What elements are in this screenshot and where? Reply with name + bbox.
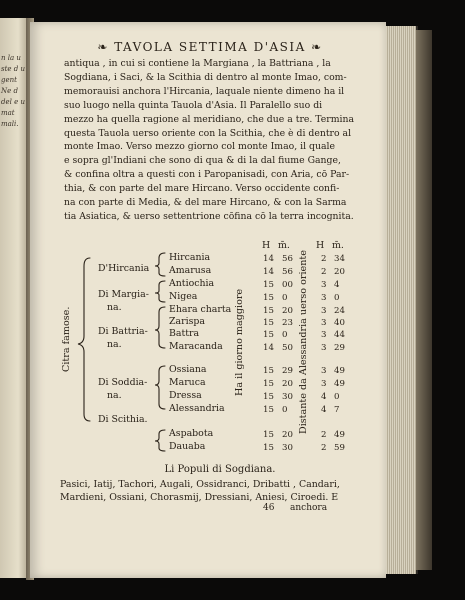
dist-minutes: 20 — [334, 267, 345, 277]
dist-hours: 2 — [321, 254, 327, 264]
dist-hours: 4 — [321, 405, 327, 415]
day-hours: 15 — [263, 366, 274, 376]
day-hours: 15 — [263, 280, 274, 290]
dist-hours: 3 — [321, 280, 327, 290]
text-line: e sopra gl'Indiani che sono di qua & di la dal fiume Gange, — [64, 155, 341, 167]
day-hours: 15 — [263, 430, 274, 440]
facing-page-fragment-line: ste d u — [1, 65, 25, 73]
col-header-hours: H — [316, 240, 325, 251]
dist-minutes: 0 — [334, 392, 340, 402]
city-name: Maruca — [169, 377, 206, 388]
facing-page-fragment-line: del e u — [1, 98, 25, 106]
text-line: questa Tauola uerso oriente con la Scithia, che è di dentro al — [64, 127, 352, 139]
day-minutes: 30 — [282, 392, 293, 402]
day-hours: 15 — [263, 330, 274, 340]
facing-page-fragment-line: mali. — [1, 120, 19, 128]
dist-minutes: 40 — [334, 318, 345, 328]
day-minutes: 30 — [282, 443, 293, 453]
facing-page-fragment-line: Ne d — [1, 87, 18, 95]
dist-minutes: 29 — [334, 343, 345, 353]
text-line: antiqua , in cui si contiene la Margiana , la Battriana , la — [64, 58, 331, 69]
fleuron-icon: ❧ — [97, 40, 115, 54]
dist-hours: 2 — [321, 267, 327, 277]
dist-minutes: 4 — [334, 280, 340, 290]
day-hours: 14 — [263, 267, 274, 277]
region-label: na. — [107, 302, 122, 313]
column-caption-day-length: Ha il giorno maggiore — [234, 288, 245, 396]
peoples-list — [60, 478, 380, 504]
col-header-minutes: m̄. — [278, 240, 290, 251]
region-label: na. — [107, 339, 122, 350]
day-minutes: 20 — [282, 306, 293, 316]
day-minutes: 0 — [282, 405, 288, 415]
dist-hours: 3 — [321, 343, 327, 353]
text-line: tia Asiatica, & uerso settentrione cōfina cō la terra incognita. — [64, 210, 354, 222]
day-hours: 15 — [263, 306, 274, 316]
region-label: na. — [107, 390, 122, 401]
text-line: Mardieni, Ossiani, Chorasmij, Dressiani, Aniesi, Ciroedi. E — [60, 492, 339, 503]
dist-minutes: 49 — [334, 430, 345, 440]
day-minutes: 00 — [282, 280, 293, 290]
page-heading: ❧ TAVOLA SETTIMA D'ASIA ❧ — [97, 40, 323, 54]
text-line: Sogdiana, i Saci, & la Scithia di dentro al monte Imao, com- — [64, 71, 347, 83]
dist-hours: 3 — [321, 366, 327, 376]
city-name: Dressa — [169, 390, 202, 401]
region-label: Di Margia- — [98, 289, 149, 300]
dist-hours: 3 — [321, 318, 327, 328]
region-label: Di Soddia- — [98, 377, 148, 388]
col-header-minutes: m̄. — [332, 240, 344, 251]
day-hours: 15 — [263, 293, 274, 303]
text-line: suo luogo nella quinta Tauola d'Asia. Il Paralello suo di — [64, 99, 323, 111]
dist-hours: 2 — [321, 443, 327, 453]
city-name: Dauaba — [169, 441, 206, 452]
city-name: Nigea — [169, 291, 198, 302]
day-minutes: 50 — [282, 343, 293, 353]
dist-minutes: 7 — [334, 405, 340, 415]
col-header-hours: H — [262, 240, 271, 251]
day-hours: 14 — [263, 254, 274, 264]
dist-hours: 2 — [321, 430, 327, 440]
dist-minutes: 24 — [334, 306, 345, 316]
city-name: Ossiana — [169, 364, 207, 375]
text-line: & confina oltra a questi con i Paropanisadi, con Aria, cō Par- — [64, 169, 350, 181]
dist-hours: 3 — [321, 379, 327, 389]
day-minutes: 0 — [282, 293, 288, 303]
dist-minutes: 34 — [334, 254, 345, 264]
text-line: memorauisi anchora l'Hircania, laquale niente dimeno ha il — [64, 85, 345, 97]
city-name: Alessandria — [169, 403, 225, 414]
day-minutes: 23 — [282, 318, 293, 328]
city-name: Maracanda — [169, 341, 223, 352]
city-name: Aspabota — [169, 428, 214, 439]
facing-page-fragment-line: n la u — [1, 54, 21, 62]
text-line: na con parte di Media, & del mare Hircano, & con la Sarma — [64, 197, 347, 209]
region-label: Di Scithia. — [98, 414, 148, 425]
day-minutes: 20 — [282, 430, 293, 440]
dist-hours: 3 — [321, 293, 327, 303]
dist-hours: 3 — [321, 306, 327, 316]
city-name: Ehara charta — [169, 304, 232, 315]
day-minutes: 56 — [282, 254, 293, 264]
fleuron-icon: ❧ — [305, 40, 323, 54]
page-number: 46 — [263, 503, 275, 513]
city-name: Zarispa — [169, 316, 205, 327]
facing-page-fragment-line: mat — [1, 109, 15, 117]
region-label: D'Hircania — [98, 263, 150, 274]
city-name: Antiochia — [169, 278, 215, 289]
city-name: Battra — [169, 328, 200, 339]
dist-minutes: 44 — [334, 330, 345, 340]
text-line: Pasici, Iatij, Tachori, Augali, Ossidranci, Dribatti , Candari, — [60, 479, 340, 490]
day-minutes: 56 — [282, 267, 293, 277]
dist-minutes: 59 — [334, 443, 345, 453]
text-line: thia, & con parte del mare Hircano. Verso occidente confi- — [64, 183, 340, 195]
dist-hours: 3 — [321, 330, 327, 340]
dist-hours: 4 — [321, 392, 327, 402]
text-line: monte Imao. Verso mezzo giorno col monte Imao, il quale — [64, 141, 335, 153]
day-hours: 15 — [263, 443, 274, 453]
dist-minutes: 0 — [334, 293, 340, 303]
day-minutes: 0 — [282, 330, 288, 340]
column-caption-distance: Distante da Alessandria uerso oriente — [298, 250, 309, 434]
text-line: mezzo ha quella ragione al meridiano, che due a tre. Termina — [64, 113, 355, 125]
dist-minutes: 49 — [334, 366, 345, 376]
city-name: Hircania — [169, 252, 211, 263]
peoples-heading: Li Populi di Sogdiana. — [164, 464, 276, 475]
facing-page-fragment-line: gent — [1, 76, 17, 84]
day-hours: 15 — [263, 318, 274, 328]
city-name: Amarusa — [169, 265, 212, 276]
day-hours: 14 — [263, 343, 274, 353]
day-hours: 15 — [263, 392, 274, 402]
catchword: anchora — [290, 503, 328, 513]
day-minutes: 29 — [282, 366, 293, 376]
day-hours: 15 — [263, 379, 274, 389]
day-minutes: 20 — [282, 379, 293, 389]
region-label: Di Battria- — [98, 326, 148, 337]
day-hours: 15 — [263, 405, 274, 415]
dist-minutes: 49 — [334, 379, 345, 389]
side-label: Citra famose. — [61, 306, 72, 372]
